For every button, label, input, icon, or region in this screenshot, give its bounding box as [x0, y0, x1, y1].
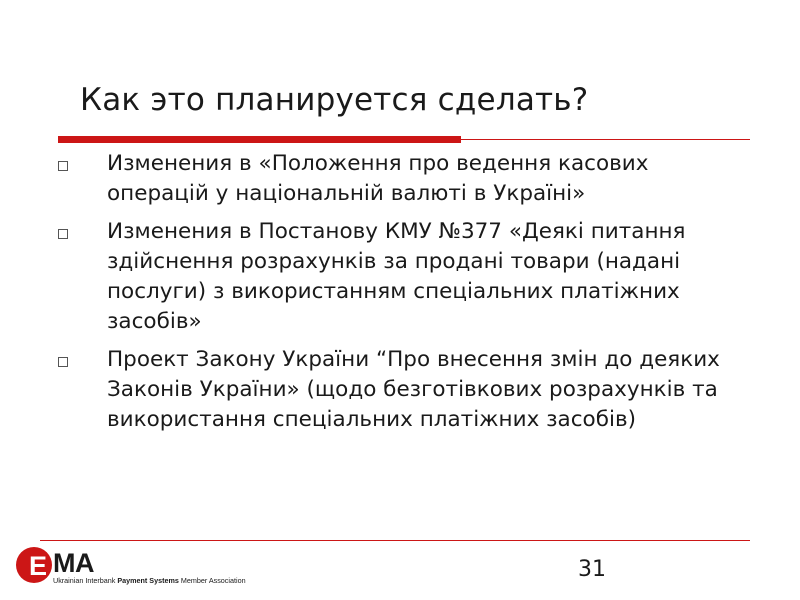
bullet-text: Изменения в Постанову КМУ №377 «Деякі питання здійснення розрахунків за продані товари (надані послуги) з використанням спеціальних платіжних засобів»: [107, 219, 686, 334]
bullet-item: [55, 149, 755, 209]
page-number: 31: [578, 557, 606, 582]
logo-e-circle: [16, 547, 52, 583]
logo-e-letter: E: [29, 551, 48, 581]
hollow-square-bullet-icon: [58, 161, 68, 171]
bullet-item: [55, 345, 755, 435]
hollow-square-bullet-icon: [58, 357, 68, 367]
hollow-square-bullet-icon: [58, 229, 68, 239]
logo-caption-part1: Ukrainian Interbank: [53, 576, 118, 585]
bullet-text: Изменения в «Положення про ведення касових операцій у національній валюті в Україні»: [107, 151, 649, 206]
ema-logo: [10, 545, 245, 587]
title-underline-thick: [58, 136, 461, 143]
slide-title: Как это планируется сделать?: [80, 82, 589, 118]
title-underline-thin: [461, 139, 750, 140]
logo-caption-bold: Payment Systems: [117, 576, 179, 585]
logo-caption-part2: Member Association: [178, 576, 246, 585]
bullet-list: [55, 149, 755, 443]
logo-caption: [53, 576, 246, 585]
bullet-item: [55, 217, 755, 337]
footer-divider: [40, 540, 750, 541]
bullet-text: Проект Закону України “Про внесення змін до деяких Законів України» (щодо безготівкових розрахунків та використання спеціальних платіжних засобів): [107, 347, 720, 432]
logo-ma-text: MA: [53, 548, 94, 578]
